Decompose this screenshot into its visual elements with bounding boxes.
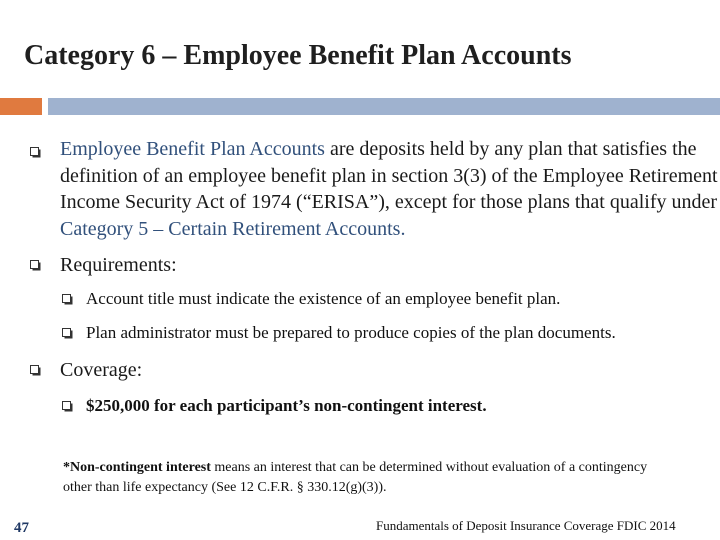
page-number: 47 [14, 520, 29, 536]
definition-text: are deposits held by any plan that satisfies the definition of an employee benefit plan in section 3(3) of the Employee Retirement Income Security Act of 1974 (“ERISA”), except for those plans that qualify under [60, 138, 718, 213]
square-bullet-icon [62, 401, 75, 414]
coverage-amount: $250,000 for each participant’s non-contingent interest. [86, 396, 487, 415]
square-bullet-icon [30, 147, 43, 160]
footer-text: Fundamentals of Deposit Insurance Coverage FDIC 2014 [376, 518, 676, 533]
requirement-plan-documents: Plan administrator must be prepared to produce copies of the plan documents. [86, 323, 616, 342]
footnote [63, 458, 663, 498]
accent-bar-blue [48, 98, 720, 115]
square-bullet-icon [30, 365, 43, 378]
accent-bar-orange [0, 98, 42, 115]
square-bullet-icon [62, 294, 75, 307]
bullet-requirements: Requirements: [60, 254, 177, 276]
bullet-erisa-definition [60, 136, 720, 242]
square-bullet-icon [62, 328, 75, 341]
slide-title: Category 6 – Employee Benefit Plan Accounts [24, 40, 572, 71]
footnote-text: means an interest that can be determined without evaluation of a contingency other than life expectancy (See 12 C.F.R. § 330.12(g)(3)). [63, 460, 648, 495]
bullet-coverage: Coverage: [60, 359, 143, 381]
footnote-term: *Non-contingent interest [63, 460, 211, 475]
square-bullet-icon [30, 260, 43, 273]
requirement-account-title: Account title must indicate the existence of an employee benefit plan. [86, 289, 561, 308]
term-employee-benefit-plan-accounts: Employee Benefit Plan Accounts [60, 138, 325, 160]
term-category-5: Category 5 – Certain Retirement Accounts. [60, 217, 406, 240]
